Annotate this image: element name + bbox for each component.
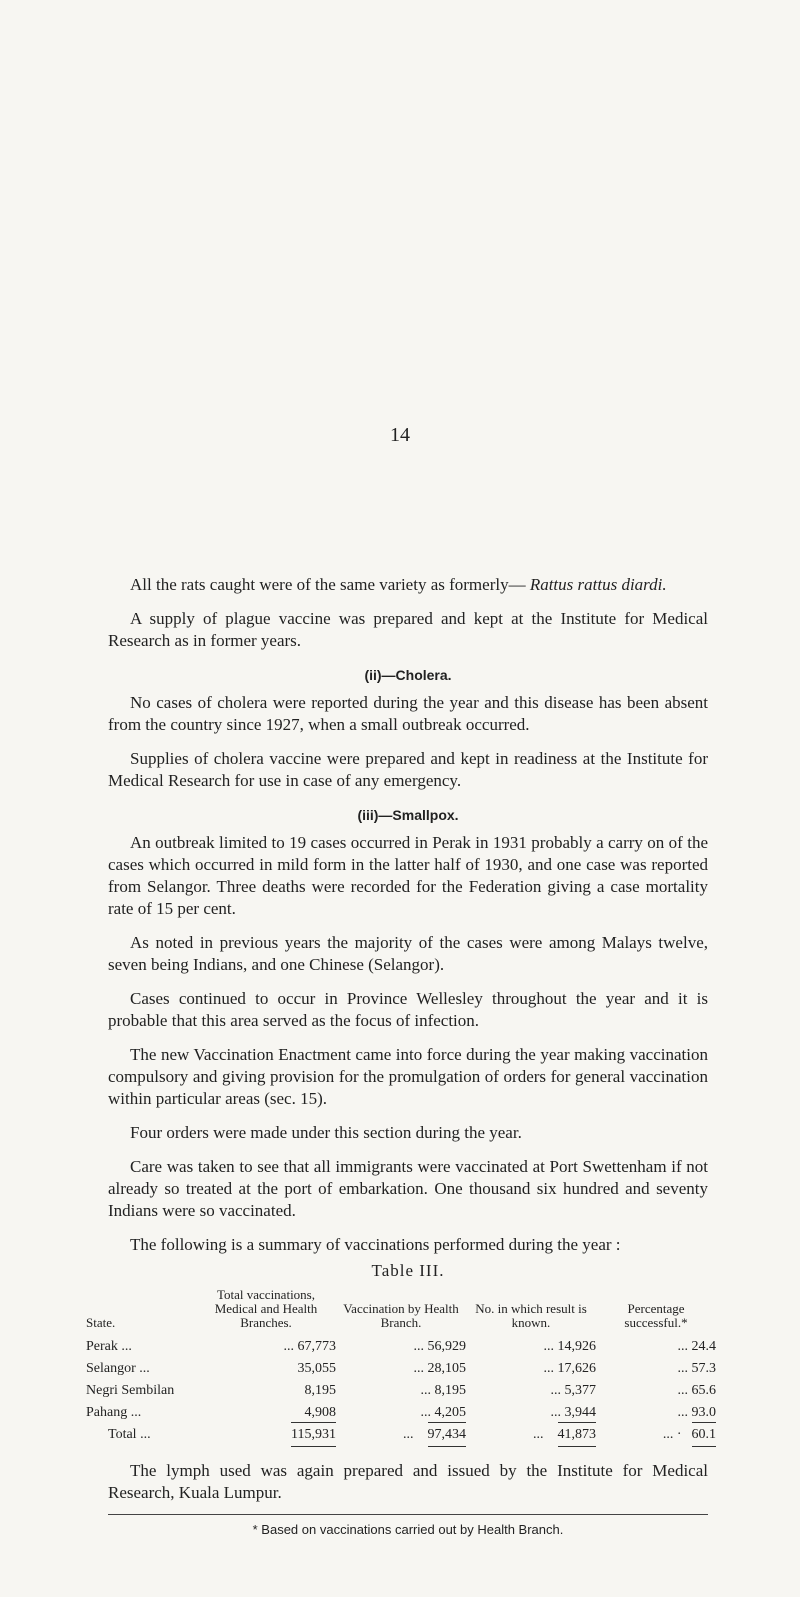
paragraph-smallpox-outbreak: An outbreak limited to 19 cases occurred in Perak in 1931 probably a carry on of the cases which occurred in mild form in the latter half of 1930, and one case was reported from Selangor. Three deaths were recorded for the Federation giving a case mortality rate of 15 per cent. (108, 833, 708, 918)
paragraph-orders: Four orders were made under this section during the year. (130, 1123, 522, 1142)
cell-pct-sum (596, 1424, 716, 1446)
paragraph-immigrants: Care was taken to see that all immigrants were vaccinated at Port Swettenham if not already so treated at the port of embarkation. One thousand six hundred and seventy Indians were so vaccinated. (108, 1157, 708, 1220)
paragraph-smallpox-cases: As noted in previous years the majority of the cases were among Malays twelve, seven being Indians, and one Chinese (Selangor). (108, 933, 708, 974)
vaccination-table (86, 1288, 716, 1446)
cell-health-sum (336, 1424, 466, 1446)
cell-total: 4,908 (304, 1405, 336, 1420)
header-result-known: No. in which result is known. (475, 1301, 587, 1330)
table-row (86, 1336, 716, 1358)
paragraph-rats-text: All the rats caught were of the same variety as formerly— (130, 575, 526, 594)
header-total: Total vaccinations, Medical and Health Branches. (214, 1287, 318, 1330)
species-name: Rattus rattus diardi. (529, 575, 667, 594)
paragraph-province-wellesley: Cases continued to occur in Province Wellesley throughout the year and it is probable that this area served as the focus of infection. (108, 989, 708, 1030)
footnote-divider (108, 1514, 708, 1515)
page-number: 14 (390, 424, 410, 446)
cell-pct: ... 65.6 (677, 1383, 716, 1398)
total-row (86, 1424, 716, 1446)
paragraph-lymph: The lymph used was again prepared and issued by the Institute for Medical Research, Kuala Lumpur. (108, 1461, 708, 1502)
cell-total: 35,055 (297, 1361, 336, 1376)
total-sum-value: 115,931 (291, 1422, 336, 1447)
dots: ... (403, 1427, 414, 1442)
cell-known: ... 14,926 (543, 1339, 596, 1354)
cell-state: Perak ... (86, 1339, 132, 1354)
paragraph-cholera-cases: No cases of cholera were reported during the year and this disease has been absent from the country since 1927, when a small outbreak occurred. (108, 693, 708, 734)
footnote: * Based on vaccinations carried out by Health Branch. (252, 1522, 564, 1537)
cell-total-label: Total ... (108, 1427, 151, 1442)
cell-known: ... 5,377 (550, 1383, 596, 1398)
cell-pct: ... 24.4 (677, 1339, 716, 1354)
cell-total: 8,195 (304, 1383, 336, 1398)
dots: ... · (662, 1427, 682, 1442)
cell-health: ... 56,929 (413, 1339, 466, 1354)
dots: ... (533, 1427, 544, 1442)
cell-state: Selangor ... (86, 1361, 150, 1376)
cell-total-sum (196, 1424, 336, 1446)
cell-state: Negri Sembilan (86, 1383, 175, 1398)
header-percentage: Percentage successful.* (624, 1301, 688, 1330)
paragraph-plague-vaccine: A supply of plague vaccine was prepared and kept at the Institute for Medical Research as in former years. (108, 609, 708, 650)
header-health-branch: Vaccination by Health Branch. (343, 1301, 459, 1330)
paragraph-summary-intro: The following is a summary of vaccinations performed during the year : (130, 1235, 621, 1254)
table-row (86, 1358, 716, 1380)
cell-pct: ... 57.3 (677, 1361, 716, 1376)
header-state: State. (86, 1315, 116, 1330)
paragraph-cholera-vaccine: Supplies of cholera vaccine were prepared and kept in readiness at the Institute for Medical Research for use in case of any emergency. (108, 749, 708, 790)
pct-sum-value: 60.1 (692, 1422, 717, 1447)
cell-health: ... 28,105 (413, 1361, 466, 1376)
cell-known-sum (466, 1424, 596, 1446)
heading-cholera: (ii)—Cholera. (364, 667, 452, 683)
cell-state: Pahang ... (86, 1405, 142, 1420)
cell-health: ... 8,195 (420, 1383, 466, 1398)
paragraph-rats (108, 574, 708, 596)
heading-smallpox: (iii)—Smallpox. (357, 807, 459, 823)
health-sum-value: 97,434 (428, 1422, 467, 1447)
cell-total: ... 67,773 (283, 1339, 336, 1354)
cell-health: ... 4,205 (420, 1405, 466, 1420)
page-body (86, 574, 716, 1541)
table-row (86, 1380, 716, 1402)
cell-pct: ... 93.0 (677, 1405, 716, 1420)
table-title: Table III. (371, 1261, 445, 1280)
paragraph-vaccination-enactment: The new Vaccination Enactment came into force during the year making vaccination compulsory and giving provision for the promulgation of orders for general vaccination within particular areas (sec. 15). (108, 1045, 708, 1108)
known-sum-value: 41,873 (558, 1422, 597, 1447)
cell-known: ... 17,626 (543, 1361, 596, 1376)
cell-known: ... 3,944 (550, 1405, 596, 1420)
table-row (86, 1402, 716, 1424)
